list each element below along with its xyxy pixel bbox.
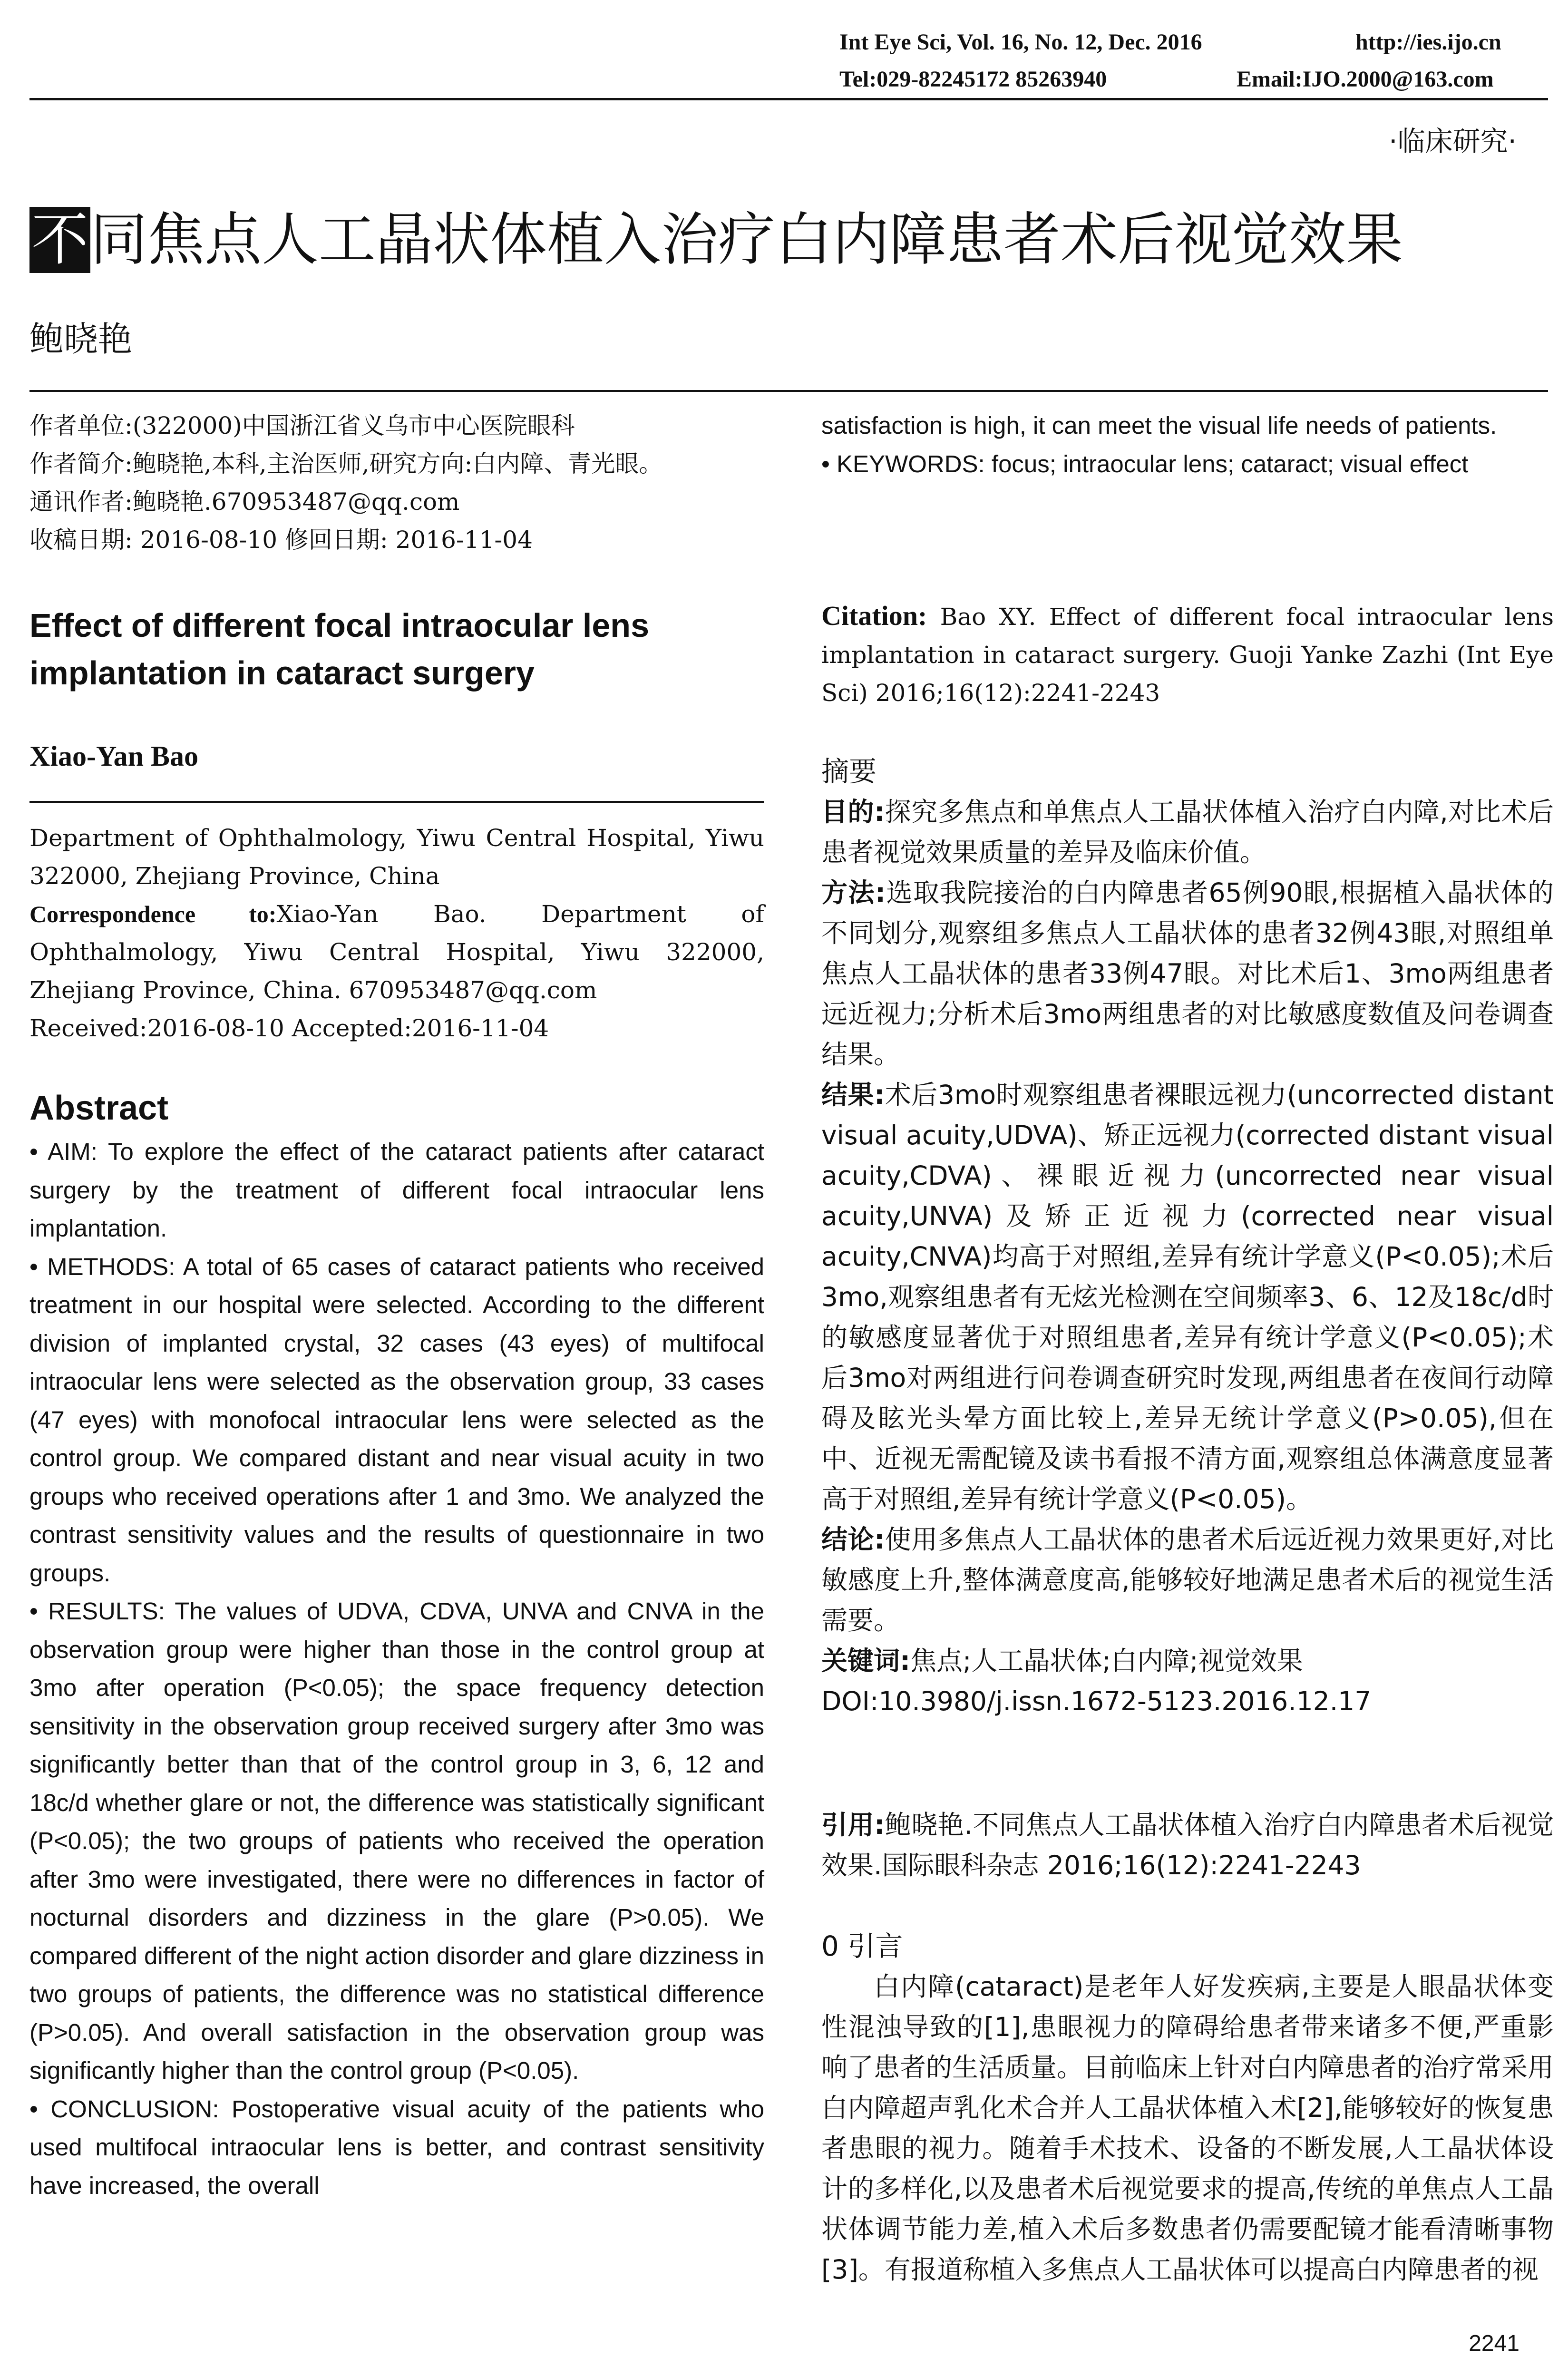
title-rest: 同焦点人工晶状体植入治疗白内障患者术后视觉效果	[90, 207, 1403, 273]
info-dates: 收稿日期: 2016-08-10 修回日期: 2016-11-04	[29, 526, 533, 554]
title-first-char: 不	[29, 207, 90, 273]
correspondence-text: Xiao-Yan Bao. Department of Ophthalmology, Yiwu Central Hospital, Yiwu 322000, Zhejiang Province, China. 670953487@qq.com	[29, 900, 764, 1004]
journal-email[interactable]: Email:IJO.2000@163.com	[1237, 67, 1494, 92]
correspondence-en	[29, 895, 764, 1009]
title-rule	[29, 390, 1548, 392]
zh-abstract-heading: 摘要	[821, 755, 877, 788]
received-en: Received:2016-08-10 Accepted:2016-11-04	[29, 1014, 549, 1042]
section-tag: ·临床研究·	[1389, 125, 1517, 157]
abstract-conclusion-start: • CONCLUSION: Postoperative visual acuity of the patients who used multifocal intraocular lens is better, and contrast sensitivity have increased, the overall	[29, 2095, 764, 2199]
zh-conclusion	[821, 1520, 1554, 1641]
citation-text: Bao XY. Effect of different focal intraocular lens implantation in cataract surgery. Guoji Yanke Zazhi (Int Eye Sci) 2016;16(12):2241-2243	[821, 603, 1554, 707]
zh-methods	[821, 873, 1554, 1075]
article-title-en: Effect of different focal intraocular lens implantation in cataract surgery	[29, 607, 649, 692]
zh-aim-label: 目的:	[821, 797, 885, 827]
affiliation-en: Department of Ophthalmology, Yiwu Central Hospital, Yiwu 322000, Zhejiang Province, China	[29, 824, 764, 890]
citation-cn	[821, 1805, 1554, 1886]
zh-keywords-label: 关键词:	[821, 1646, 910, 1676]
info-corresponding: 通讯作者:鲍晓艳.670953487@qq.com	[29, 488, 460, 516]
info-bio: 作者简介:鲍晓艳,本科,主治医师,研究方向:白内障、青光眼。	[29, 450, 663, 477]
author-en: Xiao-Yan Bao	[29, 740, 199, 772]
citation-cn-label: 引用:	[821, 1810, 885, 1840]
zh-results	[821, 1075, 1554, 1520]
intro-paragraph: 白内障(cataract)是老年人好发疾病,主要是人眼晶状体变性混浊导致的[1],患眼视力的障碍给患者带来诸多不便,严重影响了患者的生活质量。目前临床上针对白内障患者的治疗常采用白内障超声乳化术合并人工晶状体植入术[2],能够较好的恢复患者患眼的视力。随着手术技术、设备的不断发展,人工晶状体设计的多样化,以及患者术后视觉要求的提高,传统的单焦点人工晶状体调节能力差,植入术后多数患者仍需要配镜才能看清晰事物[3]。有报道称植入多焦点人工晶状体可以提高白内障患者的视	[821, 1971, 1554, 2285]
doi[interactable]: DOI:10.3980/j.issn.1672-5123.2016.12.17	[821, 1686, 1372, 1716]
page-number: 2241	[1469, 2331, 1519, 2356]
article-title-cn	[29, 205, 1403, 276]
zh-conclusion-text: 使用多焦点人工晶状体的患者术后远近视力效果更好,对比敏感度上升,整体满意度高,能够较好地满足患者术后的视觉生活需要。	[821, 1524, 1554, 1636]
zh-keywords-text: 焦点;人工晶状体;白内障;视觉效果	[910, 1646, 1303, 1676]
abstract-conclusion-end: satisfaction is high, it can meet the visual life needs of patients.	[821, 412, 1497, 439]
intro-heading: 0 引言	[821, 1930, 903, 1962]
zh-methods-text: 选取我院接治的白内障患者65例90眼,根据植入晶状体的不同划分,观察组多焦点人工晶状体的患者32例43眼,对照组单焦点人工晶状体的患者33例47眼。对比术后1、3mo两组患者远近视力;分析术后3mo两组患者的对比敏感度数值及问卷调查结果。	[821, 877, 1554, 1070]
correspondence-label: Correspondence to:	[29, 901, 277, 927]
author-rule	[29, 801, 764, 803]
info-cn-block	[29, 407, 764, 559]
citation-cn-text: 鲍晓艳.不同焦点人工晶状体植入治疗白内障患者术后视觉效果.国际眼科杂志 2016;16(12):2241-2243	[821, 1810, 1554, 1880]
affiliation-block	[29, 819, 764, 1047]
abstract-en	[29, 1133, 764, 2205]
citation-en	[821, 597, 1554, 712]
info-affiliation: 作者单位:(322000)中国浙江省义乌市中心医院眼科	[29, 412, 575, 439]
zh-conclusion-label: 结论:	[821, 1524, 885, 1555]
abstract-en-continued	[821, 407, 1554, 483]
abstract-aim: • AIM: To explore the effect of the cataract patients after cataract surgery by the treatment of different focal intraocular lens implantation.	[29, 1138, 764, 1242]
abstract-keywords: • KEYWORDS: focus; intraocular lens; cataract; visual effect	[821, 450, 1469, 477]
journal-line: Int Eye Sci, Vol. 16, No. 12, Dec. 2016	[839, 29, 1202, 55]
header-rule	[29, 98, 1548, 100]
zh-aim	[821, 792, 1554, 873]
zh-keywords	[821, 1641, 1554, 1681]
author-cn: 鲍晓艳	[29, 319, 133, 359]
abstract-methods: • METHODS: A total of 65 cases of cataract patients who received treatment in our hospital were selected. According to the different division of implanted crystal, 32 cases (43 eyes) of multifocal intraocular lens were selected as the observation group, 33 cases (47 eyes) with monofocal intraocular lens were selected as the control group. We compared distant and near visual acuity in two groups who received operations after 1 and 3mo. We analyzed the contrast sensitivity values and the results of questionnaire in two groups.	[29, 1253, 764, 1587]
citation-label: Citation:	[821, 600, 927, 631]
zh-abstract	[821, 792, 1554, 1722]
zh-methods-label: 方法:	[821, 877, 886, 908]
journal-tel: Tel:029-82245172 85263940	[839, 67, 1107, 92]
abstract-results: • RESULTS: The values of UDVA, CDVA, UNVA and CNVA in the observation group were higher than those in the control group at 3mo after operation (P<0.05); the space frequency detection sensitivity in the observation group received surgery after 3mo was significantly better than that of the control group in 3, 6, 12 and 18c/d whether glare or not, the difference was statistically significant (P<0.05); the two groups of patients who received the operation after 3mo were investigated, there were no differences in factor of nocturnal disorders and dizziness in the glare (P>0.05). We compared different of the night action disorder and glare dizziness in two groups of patients, the difference was no statistical difference (P>0.05). And overall satisfaction in the observation group was significantly higher than the control group (P<0.05).	[29, 1598, 764, 2084]
zh-results-label: 结果:	[821, 1080, 885, 1110]
abstract-heading: Abstract	[29, 1089, 169, 1127]
zh-results-text: 术后3mo时观察组患者裸眼远视力(uncorrected distant visual acuity,UDVA)、矫正远视力(corrected distant visual acuity,CDVA)、裸眼近视力(uncorrected near visual acuity,UNVA)及矫正近视力(corrected near visual acuity,CNVA)均高于对照组,差异有统计学意义(P<0.05);术后3mo,观察组患者有无炫光检测在空间频率3、6、12及18c/d时的敏感度显著优于对照组患者,差异有统计学意义(P<0.05);术后3mo对两组进行问卷调查研究时发现,两组患者在夜间行动障碍及眩光头晕方面比较上,差异无统计学意义(P>0.05),但在中、近视无需配镜及读书看报不清方面,观察组总体满意度显著高于对照组,差异有统计学意义(P<0.05)。	[821, 1080, 1554, 1514]
journal-url[interactable]: http://ies.ijo.cn	[1355, 29, 1501, 55]
zh-aim-text: 探究多焦点和单焦点人工晶状体植入治疗白内障,对比术后患者视觉效果质量的差异及临床价值。	[821, 797, 1554, 867]
